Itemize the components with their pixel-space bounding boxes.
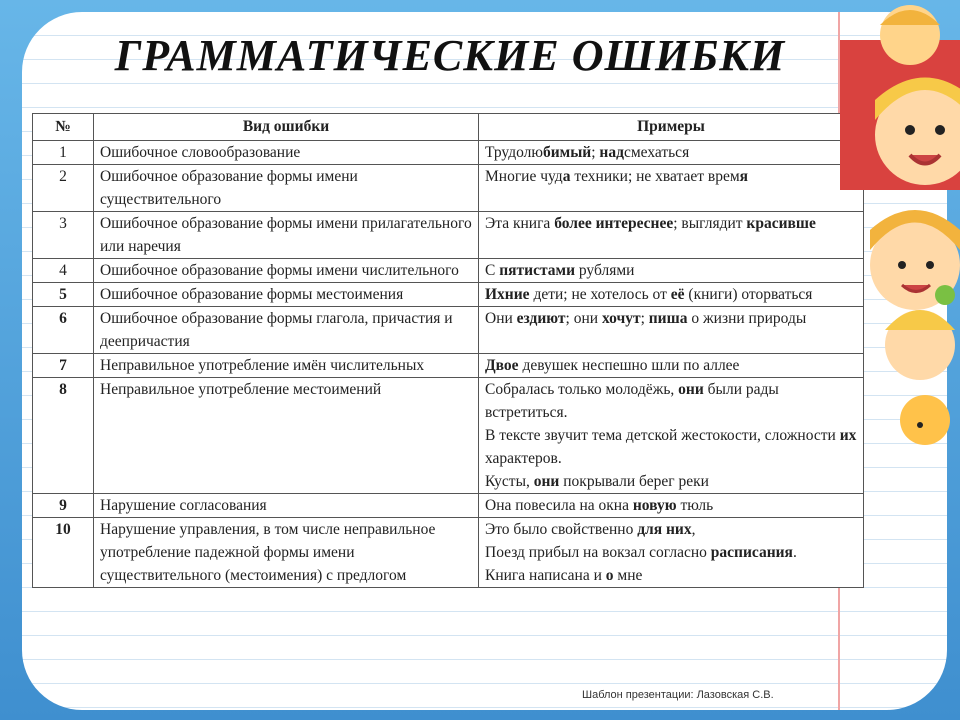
error-type-cell: Ошибочное образование формы имени прилагательного или наречия — [94, 212, 479, 259]
error-type-cell: Нарушение управления, в том числе неправильное употребление падежной формы имени существительного (местоимения) с предлогом — [94, 518, 479, 588]
example-highlight: расписания — [710, 544, 793, 561]
row-number: 9 — [33, 494, 94, 518]
table-row — [33, 494, 864, 518]
error-type-cell: Ошибочное образование формы местоимения — [94, 283, 479, 307]
table-row — [33, 378, 864, 494]
example-cell: Эта книга более интереснее; выглядит красивше — [479, 212, 864, 259]
footer-credit: Шаблон презентации: Лазовская С.В. — [582, 689, 774, 701]
table-row — [33, 354, 864, 378]
error-type-cell: Ошибочное образование формы глагола, причастия и деепричастия — [94, 307, 479, 354]
header-examples: Примеры — [479, 114, 864, 141]
example-cell: Это было свойственно для них, Поезд прибыл на вокзал согласно расписания. Книга написана и о мне — [479, 518, 864, 588]
error-type-cell: Нарушение согласования — [94, 494, 479, 518]
example-highlight: пиша — [648, 310, 688, 327]
example-highlight: бимый — [542, 144, 592, 161]
table-row — [33, 212, 864, 259]
row-number: 10 — [33, 518, 94, 588]
child-face-4-icon — [885, 310, 955, 380]
row-number: 1 — [33, 141, 94, 165]
table-row — [33, 141, 864, 165]
example-highlight: новую — [632, 497, 677, 514]
example-highlight: более интереснее — [554, 215, 674, 232]
example-highlight: пятистами — [499, 262, 576, 279]
example-cell: Многие чуда техники; не хватает время — [479, 165, 864, 212]
example-cell: Она повесила на окна новую тюль — [479, 494, 864, 518]
child-face-1-icon — [880, 5, 940, 65]
example-highlight: хочут — [601, 310, 641, 327]
example-cell: Двое девушек неспешно шли по аллее — [479, 354, 864, 378]
example-cell: Трудолюбимый; надсмехаться — [479, 141, 864, 165]
table-row — [33, 518, 864, 588]
cartoon-children-peeking-icon — [840, 0, 960, 720]
row-number: 3 — [33, 212, 94, 259]
example-cell: Ихние дети; не хотелось от её (книги) оторваться — [479, 283, 864, 307]
child-face-3-icon — [870, 210, 960, 310]
error-type-cell: Неправильное употребление имён числительных — [94, 354, 479, 378]
example-highlight: они — [678, 381, 704, 398]
example-highlight: ездиют — [516, 310, 566, 327]
row-number: 7 — [33, 354, 94, 378]
example-highlight: красивше — [746, 215, 816, 232]
example-highlight: о — [605, 567, 614, 584]
table-row — [33, 165, 864, 212]
error-type-cell: Ошибочное образование формы имени числительного — [94, 259, 479, 283]
example-highlight: над — [599, 144, 624, 161]
row-number: 8 — [33, 378, 94, 494]
example-highlight: они — [533, 473, 560, 490]
header-number: № — [33, 114, 94, 141]
error-type-cell: Ошибочное образование формы имени существительного — [94, 165, 479, 212]
error-type-cell: Ошибочное словообразование — [94, 141, 479, 165]
example-highlight: а — [562, 168, 571, 185]
example-highlight: для них — [637, 521, 692, 538]
errors-table — [32, 113, 864, 588]
example-highlight: её — [670, 286, 685, 303]
row-number: 6 — [33, 307, 94, 354]
table-row — [33, 307, 864, 354]
row-number: 2 — [33, 165, 94, 212]
example-highlight: я — [739, 168, 749, 185]
example-highlight: их — [839, 427, 857, 444]
example-cell: Собралась только молодёжь, они были рады встретиться. В тексте звучит тема детской жестокости, сложности их характеров. Кусты, они покрывали берег реки — [479, 378, 864, 494]
row-number: 5 — [33, 283, 94, 307]
table-header-row — [33, 114, 864, 141]
error-type-cell: Неправильное употребление местоимений — [94, 378, 479, 494]
row-number: 4 — [33, 259, 94, 283]
table-row — [33, 259, 864, 283]
example-highlight: Ихние — [485, 286, 530, 303]
example-cell: С пятистами рублями — [479, 259, 864, 283]
child-face-5-icon — [900, 395, 950, 445]
table-row — [33, 283, 864, 307]
header-error-type: Вид ошибки — [94, 114, 479, 141]
example-highlight: Двое — [485, 357, 519, 374]
slide-title: ГРАММАТИЧЕСКИЕ ОШИБКИ — [114, 31, 786, 80]
example-cell: Они ездиют; они хочут; пиша о жизни природы — [479, 307, 864, 354]
